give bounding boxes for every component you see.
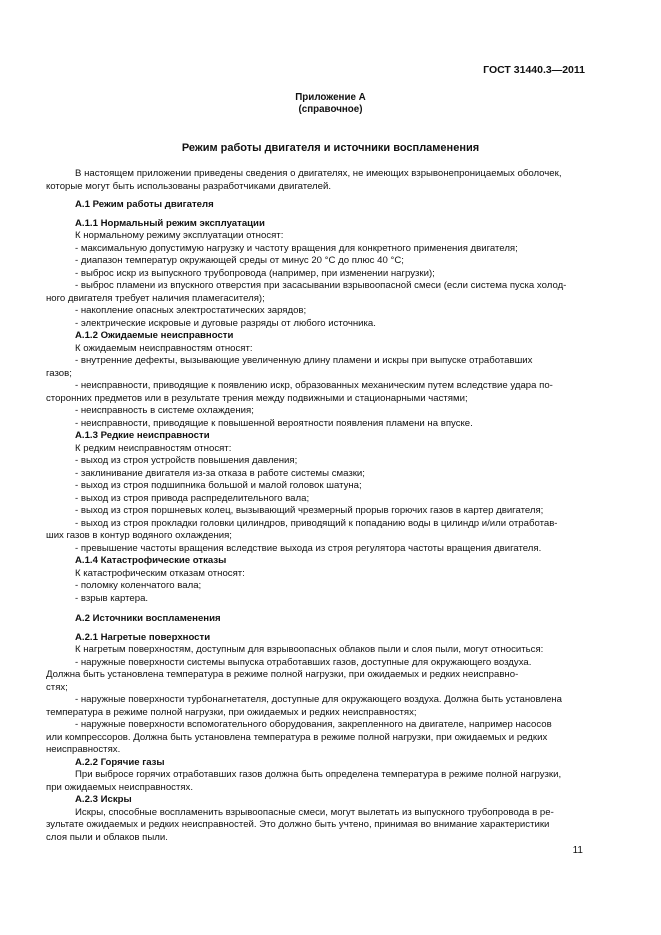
paragraph-continuation: газов; (46, 367, 72, 379)
appendix-kind: (справочное) (298, 104, 363, 115)
paragraph-continuation: температура в режиме полной нагрузки, при ожидаемых и редких неисправностях; (46, 706, 417, 718)
section-heading: А.2.3 Искры (75, 794, 132, 805)
paragraph-line: - выход из строя устройств повышения давления; (75, 455, 298, 466)
paragraph-line: К редким неисправностям относят: (75, 442, 232, 454)
paragraph-line: К ожидаемым неисправностям относят: (75, 342, 253, 354)
appendix-heading (0, 92, 661, 116)
section-heading: А.1.4 Катастрофические отказы (75, 555, 227, 566)
paragraph-line: - наружные поверхности системы выпуска отработавших газов, доступные для окружающего воздуха. (75, 656, 532, 668)
paragraph-line: - выход из строя прокладки головки цилиндров, приводящий к попаданию воды в цилиндр и/или отработав- (75, 517, 558, 529)
paragraph-continuation: ших газов в контур водяного охлаждения; (46, 530, 232, 541)
spacer (75, 605, 583, 613)
section-heading: А.1 Режим работы двигателя (75, 199, 214, 210)
paragraph-line: - наружные поверхности турбонагнетателя, доступные для окружающего воздуха. Должна быть установлена (75, 694, 562, 705)
page-number: 11 (572, 845, 583, 856)
section-heading: А.1.1 Нормальный режим эксплуатации (75, 217, 265, 229)
paragraph-line: - неисправность в системе охлаждения; (75, 405, 254, 416)
paragraph-line: - неисправности, приводящие к повышенной вероятности появления пламени на впуске. (75, 417, 473, 429)
paragraph-line: - наружные поверхности вспомогательного оборудования, закрепленного на двигателе, например насосов (75, 719, 552, 730)
section-heading: А.1.2 Ожидаемые неисправности (75, 330, 234, 341)
paragraph-line: - выброс искр из выпускного трубопровода (например, при изменении нагрузки); (75, 267, 435, 279)
paragraph-continuation: стях; (46, 681, 68, 693)
paragraph-line: - выход из строя подшипника большой и малой головок шатуна; (75, 480, 362, 491)
paragraph-continuation: при ожидаемых неисправностях. (46, 781, 194, 793)
paragraph-continuation: сторонних предметов или в результате трения между подвижными и стационарными частями; (46, 392, 468, 404)
paragraph-line: К катастрофическим отказам относят: (75, 567, 245, 579)
paragraph-line: - поломку коленчатого вала; (75, 580, 202, 591)
appendix-title: Режим работы двигателя и источники воспламенения (181, 142, 480, 154)
paragraph-continuation: слоя пыли и облаков пыли. (46, 831, 168, 843)
paragraph-line: - диапазон температур окружающей среды от минус 20 °С до плюс 40 °С; (75, 255, 404, 266)
appendix-label: Приложение А (295, 92, 366, 103)
paragraph-line: К нормальному режиму эксплуатации относят: (75, 230, 284, 241)
paragraph-line: - взрыв картера. (75, 592, 149, 604)
paragraph-line: - электрические искровые и дуговые разряды от любого источника. (75, 317, 376, 329)
paragraph-continuation: или компрессоров. Должна быть установлена температура в режиме полной нагрузки, при ожидаемых и редких (46, 731, 548, 743)
paragraph-line: В настоящем приложении приведены сведения о двигателях, не имеющих взрывонепроницаемых оболочек, (75, 168, 562, 179)
paragraph-continuation: зультате ожидаемых и редких неисправностей. Это должно быть учтено, принимая во внимание характеристики (46, 819, 550, 830)
section-heading: А.2 Источники воспламенения (75, 613, 221, 624)
paragraph-line: - максимальную допустимую нагрузку и частоту вращения для конкретного применения двигателя; (75, 242, 518, 254)
paragraph-line: При выбросе горячих отработавших газов должна быть определена температура в режиме полной нагрузки, (75, 769, 562, 780)
paragraph-line: - накопление опасных электростатических зарядов; (75, 305, 307, 316)
paragraph-line: - выход из строя привода распределительного вала; (75, 492, 310, 504)
section-heading: А.2.1 Нагретые поверхности (75, 631, 211, 643)
paragraph-line: К нагретым поверхностям, доступным для взрывоопасных облаков пыли и слоя пыли, могут относиться: (75, 644, 544, 655)
paragraph-line: - внутренние дефекты, вызывающие увеличенную длину пламени и искры при выпуске отработавших (75, 355, 533, 366)
paragraph-line: - превышение частоты вращения вследствие выхода из строя регулятора частоты вращения двигателя. (75, 542, 542, 554)
section-heading: А.1.3 Редкие неисправности (75, 430, 210, 441)
paragraph-line: - выход из строя поршневых колец, вызывающий чрезмерный прорыв горючих газов в картер двигателя; (75, 505, 544, 516)
paragraph-line: - выброс пламени из впускного отверстия при засасывании взрывоопасной смеси (если система пуска холод- (75, 280, 567, 291)
paragraph-continuation: Должна быть установлена температура в режиме полной нагрузки, при ожидаемых и редких неисправно- (46, 669, 519, 680)
standard-number: ГОСТ 31440.3—2011 (483, 64, 585, 76)
paragraph-continuation: неисправностях. (46, 744, 121, 755)
section-heading: А.2.2 Горячие газы (75, 756, 165, 768)
paragraph-line: - заклинивание двигателя из-за отказа в работе системы смазки; (75, 467, 365, 479)
paragraph-line: Искры, способные воспламенить взрывоопасные смеси, могут вылетать из выпускного трубопровода в ре- (75, 806, 554, 818)
paragraph-continuation: которые могут быть использованы разработчиками двигателей. (46, 180, 331, 192)
document-body (46, 168, 583, 844)
paragraph-continuation: ного двигателя требует наличия пламегасителя); (46, 292, 265, 304)
paragraph-line: - неисправности, приводящие к появлению искр, образованных механическим путем вследствие удара по- (75, 380, 553, 391)
